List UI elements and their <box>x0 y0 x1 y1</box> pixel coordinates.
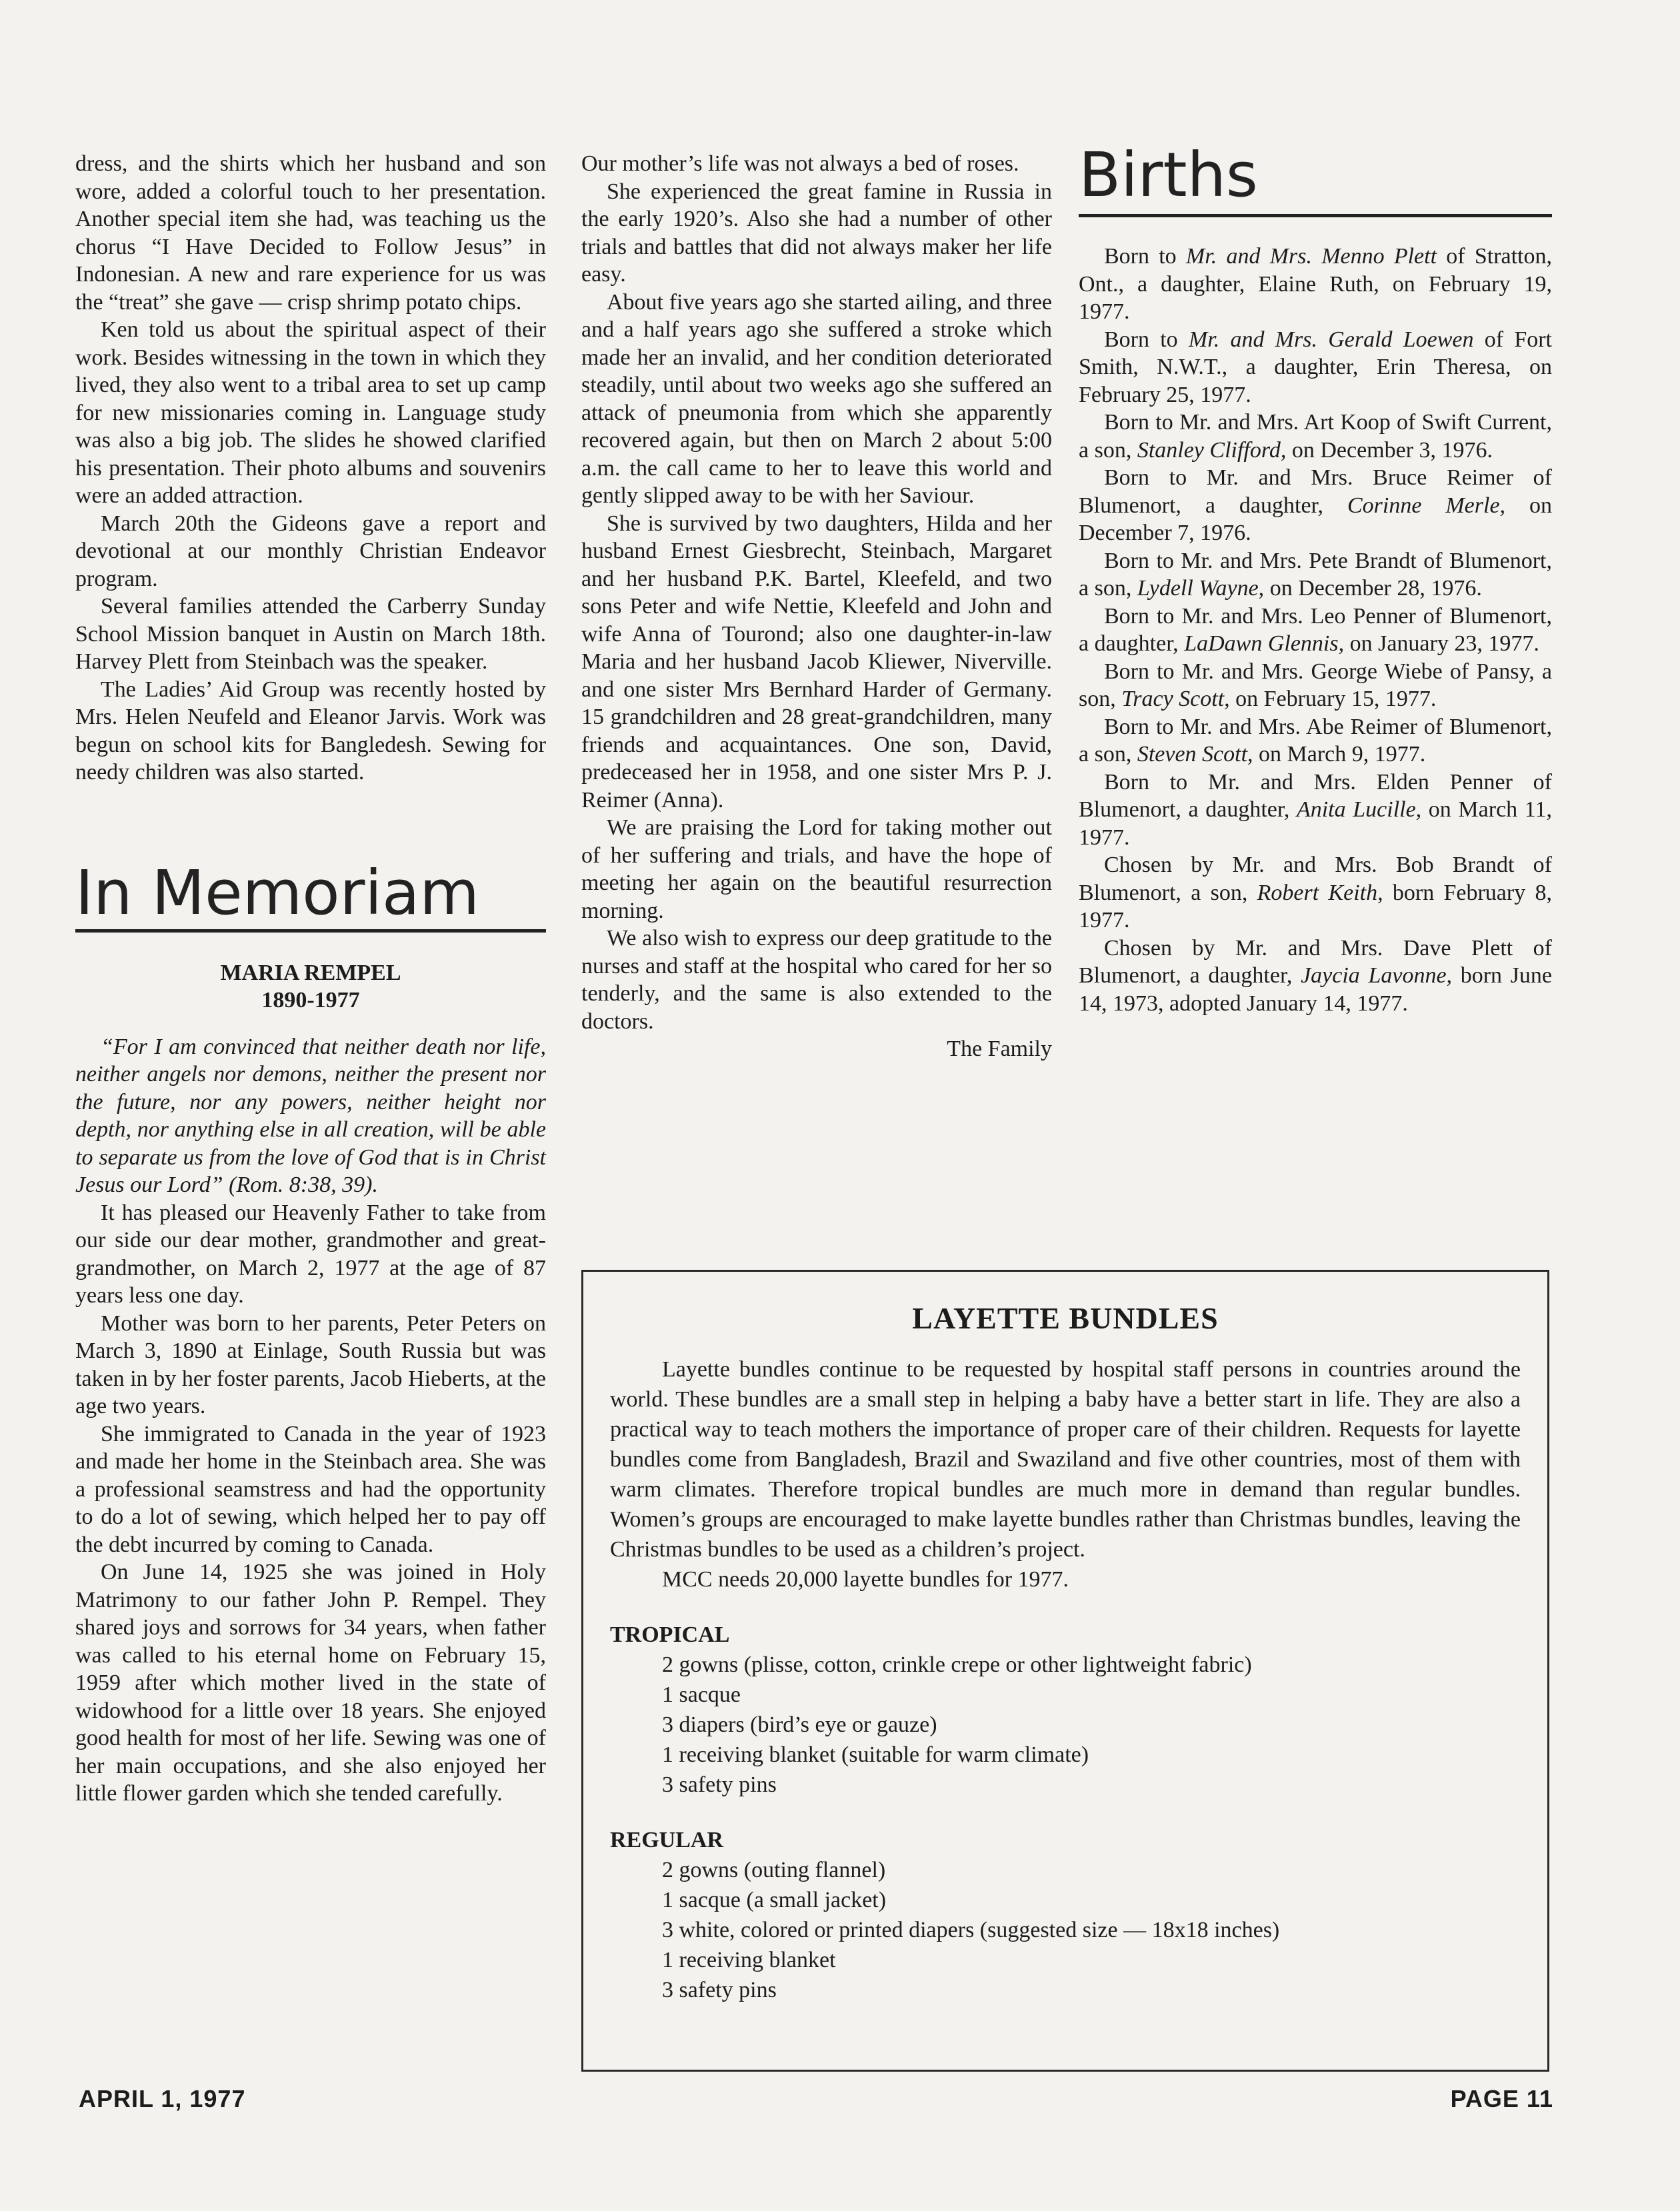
birth-entry <box>1079 603 1552 658</box>
birth-entry <box>1079 547 1552 603</box>
birth-entry-text: Born to Mr. and Mrs. Abe Reimer of Blumenort, a son, <box>1079 714 1552 767</box>
birth-entry-name: Anita Lucille, <box>1296 797 1422 822</box>
birth-entry-text: on January 23, 1977. <box>1344 631 1539 656</box>
birth-entry-name: Steven Scott, <box>1137 742 1253 767</box>
obituary-signature: The Family <box>947 1037 1052 1061</box>
paragraph: Layette bundles continue to be requested by hospital staff persons in countries around the world. These bundles are a small step in helping a baby have a better start in life. They are also a practical way to teach mothers the importance of proper care of their children. Requests for layette bundles come from Bangladesh, Brazil and Swaziland and five other countries, most of them with warm climates. Therefore tropical bundles are much more in demand than regular bundles. Women’s groups are encouraged to make layette bundles rather than Christmas bundles, leaving the Christmas bundles to be used as a children’s project. <box>610 1357 1521 1562</box>
birth-entry-name: LaDawn Glennis, <box>1184 631 1345 656</box>
list-item: 2 gowns (outing flannel) <box>662 1858 886 1882</box>
regular-heading: REGULAR <box>610 1828 724 1852</box>
birth-entry-text: of Fort Smith, N.W.T., a daughter, Erin Theresa, on February 25, 1977. <box>1079 327 1552 407</box>
tropical-heading: TROPICAL <box>610 1622 730 1647</box>
paragraph: Ken told us about the spiritual aspect of their work. Besides witnessing in the town in which they lived, they also went to a tribal area to set up camp for new missionaries coming in. Language study was also a big job. The slides he showed clarified his presentation. Their photo albums and souvenirs were an added attraction. <box>75 317 546 508</box>
paragraph: About five years ago she started ailing, and three and a half years ago she suffered a stroke which made her an invalid, and her condition deteriorated steadily, until about two weeks ago she suffered an attack of pneumonia from which she apparently recovered again, but then on March 2 about 5:00 a.m. the call came to her to leave this world and gently slipped away to be with her Saviour. <box>581 289 1052 508</box>
layette-title: LAYETTE BUNDLES <box>912 1301 1219 1335</box>
paragraph: She experienced the great famine in Russia in the early 1920’s. Also she had a number of other trials and battles that did not always maker her life easy. <box>581 179 1052 287</box>
paragraph: We also wish to express our deep gratitude to the nurses and staff at the hospital who cared for her so tenderly, and the same is also extended to the doctors. <box>581 926 1052 1034</box>
tropical-list <box>610 1650 1521 1800</box>
in-memoriam-heading: In Memoriam <box>75 860 546 933</box>
list-item: 1 receiving blanket (suitable for warm climate) <box>662 1742 1089 1767</box>
list-item: 1 sacque (a small jacket) <box>662 1888 887 1912</box>
list-item: 1 sacque <box>662 1682 741 1707</box>
birth-entry-text: Born to Mr. and Mrs. George Wiebe of Pansy, a son, <box>1079 659 1552 711</box>
birth-entry-text: Born to Mr. and Mrs. Bruce Reimer of Blumenort, a daughter, <box>1079 465 1552 518</box>
list-item: 2 gowns (plisse, cotton, crinkle crepe or other lightweight fabric) <box>662 1652 1252 1677</box>
birth-entry-text: Born to Mr. and Mrs. Art Koop of Swift Current, a son, <box>1079 410 1552 463</box>
layette-bundles-box <box>581 1270 1549 2072</box>
birth-entry <box>1079 851 1552 935</box>
paragraph: She is survived by two daughters, Hilda and her husband Ernest Giesbrecht, Steinbach, Margaret and her husband P.K. Bartel, Kleefeld, and two sons Peter and wife Nettie, Kleefeld and John and wife Anna of Tourond; also one daughter-in-law Maria and her husband Jacob Kliewer, Niverville. and one sister Mrs Bernhard Harder of Germany. 15 grandchildren and 28 great-grandchildren, many friends and acquaintances. One son, David, predeceased her in 1958, and one sister Mrs P. J. Reimer (Anna). <box>581 511 1052 813</box>
birth-entry-text: on December 3, 1976. <box>1286 437 1493 463</box>
column-right <box>1079 139 1553 1017</box>
paragraph: MCC needs 20,000 layette bundles for 1977. <box>662 1567 1069 1592</box>
paragraph: Our mother’s life was not always a bed of roses. <box>581 151 1019 176</box>
paragraph: It has pleased our Heavenly Father to take from our side our dear mother, grandmother and great-grandmother, on March 2, 1977 at the age of 87 years less one day. <box>75 1200 546 1308</box>
obituary-name: MARIA REMPEL <box>220 960 401 985</box>
regular-list <box>610 1855 1521 2005</box>
birth-entry-name: Jaycia Lavonne, <box>1301 963 1453 988</box>
birth-entry <box>1079 464 1552 547</box>
paragraph: Mother was born to her parents, Peter Peters on March 3, 1890 at Einlage, South Russia but was taken in by her foster parents, Jacob Hieberts, at the age two years. <box>75 1310 546 1418</box>
birth-entry-text: on December 28, 1976. <box>1264 576 1482 601</box>
birth-entry-text: Born to Mr. and Mrs. Elden Penner of Blumenort, a daughter, <box>1079 769 1552 822</box>
birth-entry-text: Born to <box>1104 244 1186 269</box>
list-item: 3 safety pins <box>662 1978 777 2002</box>
column-middle <box>581 150 1052 1063</box>
list-item: 1 receiving blanket <box>662 1948 836 1972</box>
births-list <box>1079 243 1552 1017</box>
birth-entry-text: Born to Mr. and Mrs. Pete Brandt of Blumenort, a son, <box>1079 548 1552 601</box>
birth-entry-name: Mr. and Mrs. Gerald Loewen <box>1188 327 1474 352</box>
column-left <box>75 150 546 1808</box>
footer-date: APRIL 1, 1977 <box>79 2085 246 2112</box>
paragraph: On June 14, 1925 she was joined in Holy Matrimony to our father John P. Rempel. They shared joys and sorrows for 34 years, when father was called to his eternal home on February 15, 1959 after which mother lived in the state of widowhood for a little over 18 years. She enjoyed good health for most of her life. Sewing was one of her main occupations, and she also enjoyed her little flower garden which she tended carefully. <box>75 1560 546 1806</box>
birth-entry-text: Chosen by Mr. and Mrs. Dave Plett of Blumenort, a daughter, <box>1079 935 1552 988</box>
obituary-years: 1890-1977 <box>261 988 360 1013</box>
paragraph: The Ladies’ Aid Group was recently hosted by Mrs. Helen Neufeld and Eleanor Jarvis. Work was begun on school kits for Bangledesh. Sewing for needy children was also started. <box>75 677 546 785</box>
list-item: 3 diapers (bird’s eye or gauze) <box>662 1712 937 1737</box>
birth-entry-text: Born to <box>1104 327 1189 352</box>
birth-entry-text: Chosen by Mr. and Mrs. Bob Brandt of Blumenort, a son, <box>1079 853 1552 905</box>
birth-entry-name: Lydell Wayne, <box>1137 576 1265 601</box>
list-item: 3 white, colored or printed diapers (suggested size — 18x18 inches) <box>662 1918 1280 1942</box>
birth-entry-name: Robert Keith, <box>1257 880 1383 905</box>
birth-entry-name: Corinne Merle, <box>1347 493 1506 518</box>
paragraph: dress, and the shirts which her husband and son wore, added a colorful touch to her presentation. Another special item she had, was teaching us the chorus “I Have Decided to Follow Jesus” in Indonesian. A new and rare experience for us was the “treat” she gave — crisp shrimp potato chips. <box>75 151 546 315</box>
paragraph: Several families attended the Carberry Sunday School Mission banquet in Austin on March 18th. Harvey Plett from Steinbach was the speaker. <box>75 594 546 674</box>
paragraph: March 20th the Gideons gave a report and devotional at our monthly Christian Endeavor program. <box>75 511 546 591</box>
birth-entry-text: born February 8, 1977. <box>1079 880 1552 933</box>
birth-entry <box>1079 713 1552 769</box>
birth-entry <box>1079 326 1552 409</box>
birth-entry-text: on March 11, 1977. <box>1079 797 1553 850</box>
birth-entry-name: Tracy Scott, <box>1121 687 1230 711</box>
birth-entry-text: on February 15, 1977. <box>1229 687 1437 711</box>
birth-entry-text: Born to Mr. and Mrs. Leo Penner of Blumenort, a daughter, <box>1079 603 1552 656</box>
obituary-verse: “For I am convinced that neither death nor life, neither angels nor demons, neither the present nor the future, nor any powers, neither height nor depth, nor anything else in all creation, will be able to separate us from the love of God that is in Christ Jesus our Lord” (Rom. 8:38, 39). <box>75 1034 546 1197</box>
list-item: 3 safety pins <box>662 1772 777 1797</box>
birth-entry <box>1079 935 1552 1018</box>
birth-entry <box>1079 769 1552 852</box>
births-heading: Births <box>1079 142 1552 217</box>
birth-entry <box>1079 658 1552 713</box>
birth-entry-text: on March 9, 1977. <box>1253 742 1426 767</box>
birth-entry-text: on December 7, 1976. <box>1079 493 1552 545</box>
birth-entry-name: Mr. and Mrs. Menno Plett <box>1185 244 1437 269</box>
birth-entry-text: of Stratton, Ont., a daughter, Elaine Ruth, on February 19, 1977. <box>1079 244 1552 324</box>
birth-entry <box>1079 243 1552 326</box>
birth-entry-name: Stanley Clifford, <box>1137 437 1287 463</box>
birth-entry-text: born June 14, 1973, adopted January 14, 1977. <box>1079 963 1552 1016</box>
birth-entry <box>1079 409 1552 464</box>
footer-page-number: PAGE 11 <box>1450 2085 1553 2112</box>
paragraph: We are praising the Lord for taking mother out of her suffering and trials, and have the hope of meeting her again on the beautiful resurrection morning. <box>581 815 1052 923</box>
paragraph: She immigrated to Canada in the year of 1923 and made her home in the Steinbach area. She was a professional seamstress and had the opportunity to do a lot of sewing, which helped her to pay off the debt incurred by coming to Canada. <box>75 1421 546 1557</box>
